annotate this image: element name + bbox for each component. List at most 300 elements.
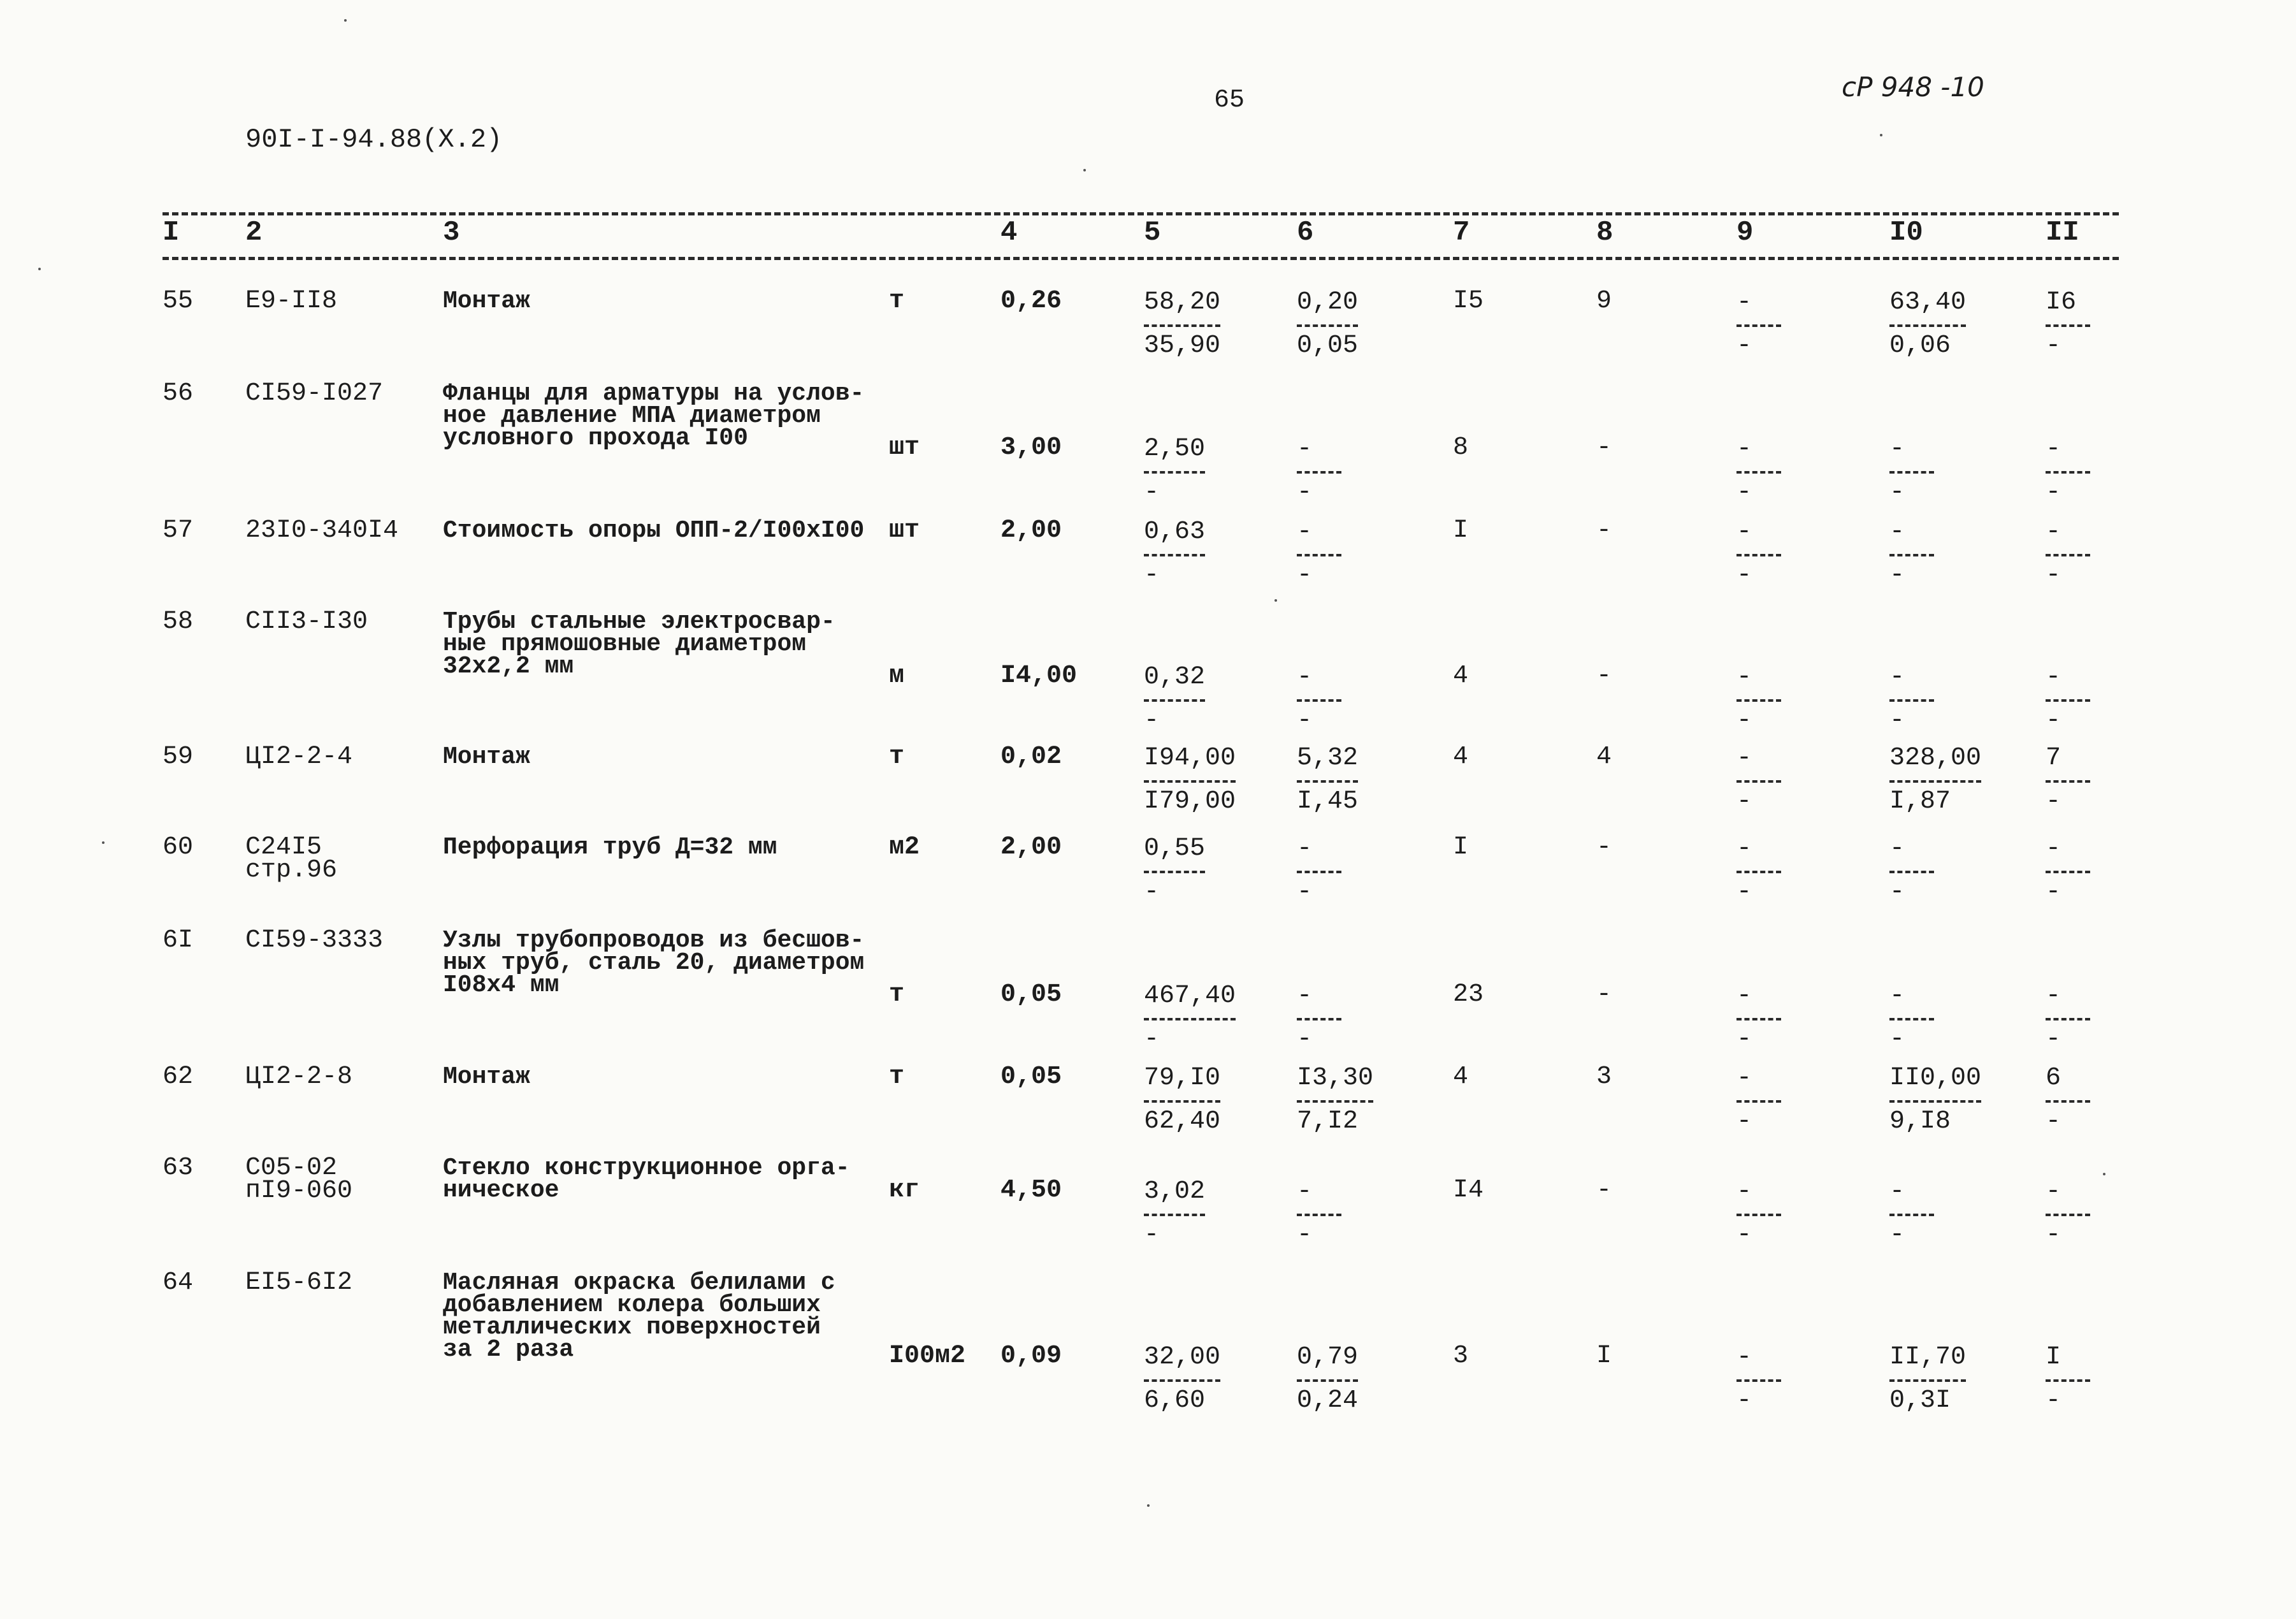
unit-cost <box>1144 665 1205 734</box>
labor-total <box>2046 984 2090 1052</box>
unit-cost-bottom: - <box>1144 478 1160 507</box>
labor-total-bottom: - <box>2046 1107 2061 1136</box>
column-9-value <box>1736 1345 1781 1414</box>
work-description: за 2 раза <box>443 1336 574 1363</box>
labor-total-divider <box>2046 471 2090 474</box>
labor-total <box>2046 1345 2090 1414</box>
column-9-value-top: - <box>1736 435 1752 463</box>
machine-cost-divider <box>1297 871 1341 873</box>
machine-cost-bottom: 0,05 <box>1297 331 1359 360</box>
unit-cost-top: 0,32 <box>1144 663 1206 692</box>
column-9-value-bottom: - <box>1736 1221 1752 1249</box>
labor-value: I <box>1453 833 1469 862</box>
labor-total-divider <box>2046 1018 2090 1020</box>
total-cost <box>1889 746 1981 815</box>
machine-cost-top: I3,30 <box>1297 1064 1374 1093</box>
column-8-value: 9 <box>1596 287 1612 316</box>
machine-cost-divider <box>1297 324 1358 327</box>
quantity: 0,09 <box>1000 1342 1062 1370</box>
column-8-value: - <box>1596 833 1612 862</box>
total-cost-divider <box>1889 1214 1934 1216</box>
unit-cost-divider <box>1144 471 1205 474</box>
machine-cost-divider <box>1297 471 1341 474</box>
column-9-value-top: - <box>1736 744 1752 773</box>
labor-value: I5 <box>1453 287 1484 316</box>
unit-cost-divider <box>1144 780 1236 783</box>
row-number: 59 <box>162 743 194 771</box>
labor-total-top: - <box>2046 663 2061 692</box>
unit-cost-divider <box>1144 1018 1236 1020</box>
unit-cost-divider <box>1144 324 1220 327</box>
unit-cost-top: 2,50 <box>1144 435 1206 463</box>
total-cost-top: II0,00 <box>1889 1064 1982 1093</box>
total-cost-divider <box>1889 324 1966 327</box>
unit: т <box>889 287 905 316</box>
total-cost-top: - <box>1889 982 1905 1010</box>
quantity: 0,02 <box>1000 743 1062 771</box>
machine-cost <box>1297 984 1341 1052</box>
work-description: Трубы стальные электросвар- <box>443 608 835 635</box>
machine-cost-top: - <box>1297 982 1313 1010</box>
unit-cost <box>1144 290 1220 359</box>
column-header-1: I <box>162 217 180 249</box>
machine-cost-top: - <box>1297 663 1313 692</box>
unit-cost <box>1144 1345 1220 1414</box>
unit-cost-top: 0,55 <box>1144 834 1206 863</box>
machine-cost-bottom: - <box>1297 561 1313 590</box>
column-9-value-bottom: - <box>1736 1025 1752 1054</box>
column-9-value-top: - <box>1736 1177 1752 1206</box>
column-9-value-bottom: - <box>1736 1386 1752 1415</box>
labor-value: I4 <box>1453 1176 1484 1205</box>
labor-total <box>2046 1066 2090 1135</box>
unit-cost <box>1144 1179 1205 1248</box>
work-description: ное давление МПА диаметром <box>443 402 821 430</box>
rate-code: пI9-060 <box>245 1177 353 1205</box>
labor-total <box>2046 836 2090 905</box>
total-cost-bottom: - <box>1889 1025 1905 1054</box>
machine-cost <box>1297 1066 1373 1135</box>
work-description: ные прямошовные диаметром <box>443 630 807 658</box>
unit: шт <box>889 433 920 462</box>
machine-cost-top: - <box>1297 1177 1313 1206</box>
rate-code: стр.96 <box>245 856 338 885</box>
column-9-value-bottom: - <box>1736 706 1752 735</box>
scan-speck <box>2103 1173 2105 1175</box>
total-cost-top: - <box>1889 663 1905 692</box>
total-cost-top: - <box>1889 518 1905 546</box>
labor-total-bottom: - <box>2046 878 2061 906</box>
quantity: 0,26 <box>1000 287 1062 316</box>
labor-total-divider <box>2046 780 2090 783</box>
labor-total-divider <box>2046 1379 2090 1382</box>
column-9-value-bottom: - <box>1736 478 1752 507</box>
machine-cost <box>1297 290 1358 359</box>
column-9-value-divider <box>1736 699 1781 702</box>
quantity: 4,50 <box>1000 1176 1062 1205</box>
unit-cost-divider <box>1144 1100 1220 1103</box>
machine-cost <box>1297 665 1341 734</box>
column-9-value-bottom: - <box>1736 1107 1752 1136</box>
labor-total-divider <box>2046 554 2090 556</box>
unit-cost <box>1144 1066 1220 1135</box>
unit: м2 <box>889 833 920 862</box>
labor-total-divider <box>2046 324 2090 327</box>
machine-cost <box>1297 1179 1341 1248</box>
machine-cost-top: - <box>1297 834 1313 863</box>
unit: м <box>889 662 905 690</box>
labor-total-bottom: - <box>2046 561 2061 590</box>
total-cost-top: - <box>1889 834 1905 863</box>
machine-cost-top: 5,32 <box>1297 744 1359 773</box>
unit-cost <box>1144 437 1205 505</box>
unit-cost-top: 32,00 <box>1144 1343 1221 1372</box>
column-9-value-bottom: - <box>1736 561 1752 590</box>
column-9-value-divider <box>1736 1379 1781 1382</box>
machine-cost-bottom: - <box>1297 878 1313 906</box>
column-9-value-top: - <box>1736 663 1752 692</box>
column-9-value-bottom: - <box>1736 331 1752 360</box>
machine-cost <box>1297 519 1341 588</box>
unit-cost-divider <box>1144 1379 1220 1382</box>
work-description: Масляная окраска белилами с <box>443 1269 835 1296</box>
work-description: Стоимость опоры ОПП-2/I00хI00 <box>443 517 865 544</box>
machine-cost-top: - <box>1297 518 1313 546</box>
unit-cost-bottom: - <box>1144 878 1160 906</box>
column-9-value-divider <box>1736 871 1781 873</box>
unit-cost-top: 58,20 <box>1144 288 1221 317</box>
unit-cost-divider <box>1144 554 1205 556</box>
column-9-value-divider <box>1736 780 1781 783</box>
column-9-value-bottom: - <box>1736 787 1752 816</box>
machine-cost-divider <box>1297 699 1341 702</box>
labor-total-top: - <box>2046 518 2061 546</box>
unit-cost <box>1144 984 1236 1052</box>
work-description: Стекло конструкционное орга- <box>443 1154 850 1182</box>
work-description: ническое <box>443 1177 560 1204</box>
column-header-5: 5 <box>1144 217 1161 249</box>
column-9-value-top: - <box>1736 982 1752 1010</box>
machine-cost-bottom: - <box>1297 1025 1313 1054</box>
total-cost-top: - <box>1889 435 1905 463</box>
machine-cost <box>1297 746 1358 815</box>
column-header-8: 8 <box>1596 217 1614 249</box>
column-header-7: 7 <box>1453 217 1470 249</box>
machine-cost-bottom: 0,24 <box>1297 1386 1359 1415</box>
unit-cost-top: 467,40 <box>1144 982 1236 1010</box>
total-cost-divider <box>1889 1379 1966 1382</box>
column-8-value: - <box>1596 980 1612 1009</box>
unit-cost-top: 79,I0 <box>1144 1064 1221 1093</box>
machine-cost-top: 0,79 <box>1297 1343 1359 1372</box>
unit-cost <box>1144 836 1205 905</box>
unit-cost-top: I94,00 <box>1144 744 1236 773</box>
labor-total-divider <box>2046 1100 2090 1103</box>
unit-cost-divider <box>1144 699 1205 702</box>
work-description: Монтаж <box>443 1063 530 1091</box>
unit-cost-bottom: - <box>1144 1025 1160 1054</box>
total-cost-divider <box>1889 699 1934 702</box>
labor-total-top: - <box>2046 1177 2061 1206</box>
machine-cost <box>1297 437 1341 505</box>
total-cost-bottom: - <box>1889 561 1905 590</box>
column-header-3: 3 <box>443 217 460 249</box>
labor-total-bottom: - <box>2046 1025 2061 1054</box>
scan-speck <box>102 841 105 844</box>
column-9-value-divider <box>1736 1018 1781 1020</box>
column-header-9: 9 <box>1736 217 1754 249</box>
column-header-2: 2 <box>245 217 263 249</box>
labor-total-top: - <box>2046 982 2061 1010</box>
column-8-value: - <box>1596 433 1612 462</box>
total-cost-bottom: - <box>1889 706 1905 735</box>
rate-code: C05-02 <box>245 1154 338 1182</box>
scan-speck <box>38 268 41 270</box>
column-9-value-top: - <box>1736 518 1752 546</box>
column-9-value-bottom: - <box>1736 878 1752 906</box>
total-cost-bottom: 0,3I <box>1889 1386 1951 1415</box>
rate-code: ЦI2-2-8 <box>245 1063 353 1091</box>
column-9-value-top: - <box>1736 288 1752 317</box>
machine-cost-divider <box>1297 1214 1341 1216</box>
scan-speck <box>1274 599 1277 602</box>
machine-cost-top: 0,20 <box>1297 288 1359 317</box>
document-code: 90I-I-94.88(X.2) <box>245 124 503 155</box>
labor-value: 4 <box>1453 662 1469 690</box>
work-description: Фланцы для арматуры на услов- <box>443 380 865 407</box>
unit-cost-bottom: 62,40 <box>1144 1107 1221 1136</box>
total-cost-bottom: - <box>1889 1221 1905 1249</box>
scan-speck <box>344 19 347 22</box>
column-header-4: 4 <box>1000 217 1018 249</box>
unit: I00м2 <box>889 1342 966 1370</box>
column-8-value: 3 <box>1596 1063 1612 1091</box>
work-description: ных труб, сталь 20, диаметром <box>443 949 865 976</box>
labor-total-top: 7 <box>2046 744 2061 773</box>
rate-code: 23I0-340I4 <box>245 516 399 545</box>
machine-cost-bottom: - <box>1297 706 1313 735</box>
unit-cost-bottom: 35,90 <box>1144 331 1221 360</box>
total-cost-bottom: I,87 <box>1889 787 1951 816</box>
total-cost-top: 63,40 <box>1889 288 1967 317</box>
labor-total-bottom: - <box>2046 331 2061 360</box>
column-9-value <box>1736 836 1781 905</box>
labor-total-top: 6 <box>2046 1064 2061 1093</box>
row-number: 64 <box>162 1268 194 1297</box>
column-8-value: - <box>1596 1176 1612 1205</box>
machine-cost-bottom: 7,I2 <box>1297 1107 1359 1136</box>
column-9-value-divider <box>1736 1214 1781 1216</box>
unit: т <box>889 980 905 1009</box>
total-cost-bottom: 9,I8 <box>1889 1107 1951 1136</box>
total-cost-bottom: 0,06 <box>1889 331 1951 360</box>
machine-cost-bottom: - <box>1297 478 1313 507</box>
total-cost-divider <box>1889 1018 1934 1020</box>
total-cost <box>1889 1345 1966 1414</box>
column-header-10: I0 <box>1889 217 1923 249</box>
scan-speck <box>1147 1504 1150 1507</box>
labor-total-divider <box>2046 1214 2090 1216</box>
column-9-value <box>1736 984 1781 1052</box>
labor-total <box>2046 290 2090 359</box>
total-cost-divider <box>1889 780 1981 783</box>
column-header-11: II <box>2046 217 2079 249</box>
unit-cost-bottom: I79,00 <box>1144 787 1236 816</box>
row-number: 56 <box>162 379 194 408</box>
machine-cost-divider <box>1297 1100 1373 1103</box>
column-9-value <box>1736 746 1781 815</box>
column-9-value-divider <box>1736 554 1781 556</box>
labor-value: 8 <box>1453 433 1469 462</box>
labor-value: I <box>1453 516 1469 545</box>
labor-total-bottom: - <box>2046 706 2061 735</box>
labor-total-top: I6 <box>2046 288 2077 317</box>
total-cost <box>1889 519 1934 588</box>
labor-total-top: I <box>2046 1343 2061 1372</box>
column-header-6: 6 <box>1297 217 1314 249</box>
quantity: 0,05 <box>1000 980 1062 1009</box>
labor-total-divider <box>2046 699 2090 702</box>
unit-cost-bottom: 6,60 <box>1144 1386 1206 1415</box>
column-9-value-divider <box>1736 324 1781 327</box>
scan-speck <box>1880 134 1882 136</box>
column-9-value-top: - <box>1736 1343 1752 1372</box>
column-9-value <box>1736 1066 1781 1135</box>
column-9-value <box>1736 290 1781 359</box>
labor-total <box>2046 746 2090 815</box>
work-description: 32х2,2 мм <box>443 653 574 680</box>
row-number: 62 <box>162 1063 194 1091</box>
unit: т <box>889 1063 905 1091</box>
row-number: 63 <box>162 1154 194 1182</box>
row-number: 60 <box>162 833 194 862</box>
column-8-value: - <box>1596 662 1612 690</box>
labor-value: 4 <box>1453 1063 1469 1091</box>
unit-cost-bottom: - <box>1144 706 1160 735</box>
labor-total <box>2046 665 2090 734</box>
quantity: I4,00 <box>1000 662 1078 690</box>
labor-total-bottom: - <box>2046 1386 2061 1415</box>
row-number: 55 <box>162 287 194 316</box>
column-9-value <box>1736 519 1781 588</box>
total-cost-divider <box>1889 471 1934 474</box>
quantity: 2,00 <box>1000 833 1062 862</box>
labor-total-top: - <box>2046 834 2061 863</box>
rate-code: CII3-I30 <box>245 607 368 636</box>
rate-code: Е9-II8 <box>245 287 338 316</box>
machine-cost-bottom: I,45 <box>1297 787 1359 816</box>
unit: шт <box>889 516 920 545</box>
machine-cost-divider <box>1297 1018 1341 1020</box>
header-rule-bottom <box>162 257 2119 260</box>
column-9-value <box>1736 1179 1781 1248</box>
total-cost-top: - <box>1889 1177 1905 1206</box>
rate-code: CI59-I027 <box>245 379 384 408</box>
labor-total-bottom: - <box>2046 1221 2061 1249</box>
work-description: условного прохода I00 <box>443 425 748 452</box>
column-8-value: 4 <box>1596 743 1612 771</box>
page-number: 65 <box>1214 86 1245 115</box>
total-cost <box>1889 665 1934 734</box>
total-cost-divider <box>1889 1100 1981 1103</box>
archive-mark: сР 948 -10 <box>1842 71 1984 103</box>
machine-cost <box>1297 836 1341 905</box>
unit-cost-top: 3,02 <box>1144 1177 1206 1206</box>
work-description: Монтаж <box>443 743 530 771</box>
rate-code: C24I5 <box>245 833 322 862</box>
labor-total-divider <box>2046 871 2090 873</box>
machine-cost-divider <box>1297 554 1341 556</box>
total-cost-top: 328,00 <box>1889 744 1982 773</box>
unit-cost <box>1144 519 1205 588</box>
total-cost <box>1889 836 1934 905</box>
work-description: Узлы трубопроводов из бесшов- <box>443 927 865 954</box>
labor-total-bottom: - <box>2046 478 2061 507</box>
column-9-value <box>1736 437 1781 505</box>
unit-cost <box>1144 746 1236 815</box>
machine-cost-top: - <box>1297 435 1313 463</box>
row-number: 6I <box>162 926 194 955</box>
rate-code: ЦI2-2-4 <box>245 743 353 771</box>
total-cost <box>1889 1066 1981 1135</box>
quantity: 2,00 <box>1000 516 1062 545</box>
total-cost-divider <box>1889 554 1934 556</box>
machine-cost <box>1297 1345 1358 1414</box>
machine-cost-bottom: - <box>1297 1221 1313 1249</box>
total-cost-divider <box>1889 871 1934 873</box>
column-9-value <box>1736 665 1781 734</box>
total-cost-top: II,70 <box>1889 1343 1967 1372</box>
work-description: Перфорация труб Д=32 мм <box>443 834 777 861</box>
work-description: I08х4 мм <box>443 971 560 999</box>
labor-value: 4 <box>1453 743 1469 771</box>
labor-value: 23 <box>1453 980 1484 1009</box>
machine-cost-divider <box>1297 1379 1358 1382</box>
column-9-value-divider <box>1736 1100 1781 1103</box>
machine-cost-divider <box>1297 780 1358 783</box>
column-9-value-top: - <box>1736 1064 1752 1093</box>
work-description: металлических поверхностей <box>443 1314 821 1341</box>
rate-code: CI59-3333 <box>245 926 384 955</box>
labor-total <box>2046 437 2090 505</box>
total-cost <box>1889 437 1934 505</box>
header-rule-top <box>162 212 2119 215</box>
total-cost-bottom: - <box>1889 878 1905 906</box>
quantity: 0,05 <box>1000 1063 1062 1091</box>
column-9-value-divider <box>1736 471 1781 474</box>
rate-code: EI5-6I2 <box>245 1268 353 1297</box>
labor-total-bottom: - <box>2046 787 2061 816</box>
row-number: 58 <box>162 607 194 636</box>
labor-total-top: - <box>2046 435 2061 463</box>
row-number: 57 <box>162 516 194 545</box>
labor-total <box>2046 519 2090 588</box>
work-description: Монтаж <box>443 287 530 315</box>
unit-cost-bottom: - <box>1144 561 1160 590</box>
labor-value: 3 <box>1453 1342 1469 1370</box>
labor-total <box>2046 1179 2090 1248</box>
unit: кг <box>889 1176 920 1205</box>
unit-cost-divider <box>1144 1214 1205 1216</box>
total-cost-bottom: - <box>1889 478 1905 507</box>
column-8-value: - <box>1596 516 1612 545</box>
column-9-value-top: - <box>1736 834 1752 863</box>
column-8-value: I <box>1596 1342 1612 1370</box>
scan-speck <box>1083 169 1086 171</box>
unit-cost-top: 0,63 <box>1144 518 1206 546</box>
total-cost <box>1889 984 1934 1052</box>
quantity: 3,00 <box>1000 433 1062 462</box>
